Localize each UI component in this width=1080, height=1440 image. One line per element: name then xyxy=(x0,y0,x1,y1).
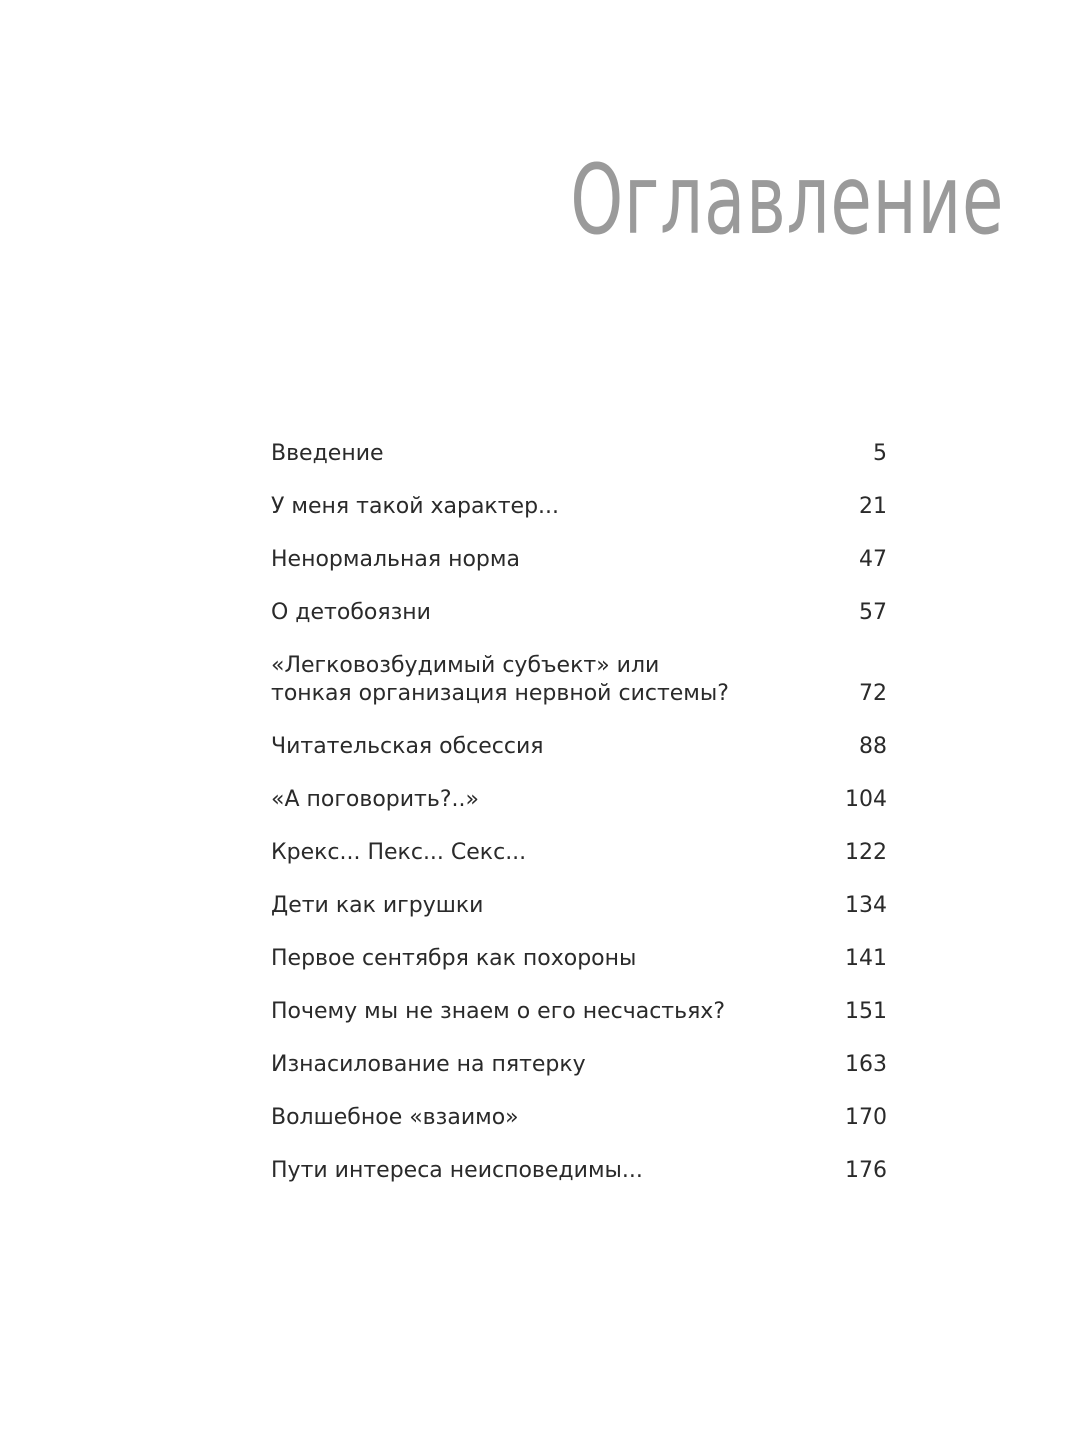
toc-entry-title: Дети как игрушки xyxy=(271,893,484,918)
toc-entry-mutual xyxy=(271,1100,887,1153)
toc-entry-character xyxy=(271,489,887,542)
toc-entry-title: О детобоязни xyxy=(271,600,431,625)
toc-entry-kreks-peks xyxy=(271,835,887,888)
toc-entry-title: Ненормальная норма xyxy=(271,547,520,572)
toc-entry-page: 104 xyxy=(845,787,887,812)
toc-entry-page: 122 xyxy=(845,840,887,865)
toc-entry-page: 72 xyxy=(859,681,887,706)
toc-entry-page: 21 xyxy=(859,494,887,519)
toc-entry-abnormal-norm xyxy=(271,542,887,595)
toc-entry-first-september xyxy=(271,941,887,994)
toc-entry-title: Пути интереса неисповедимы... xyxy=(271,1158,643,1183)
toc-entry-misfortunes xyxy=(271,994,887,1047)
toc-entry-page: 57 xyxy=(859,600,887,625)
toc-entry-reading-obsession xyxy=(271,729,887,782)
toc-entry-introduction xyxy=(271,436,887,489)
toc-entry-page: 151 xyxy=(845,999,887,1024)
toc-entry-page: 170 xyxy=(845,1105,887,1130)
toc-entry-title: У меня такой характер... xyxy=(271,494,560,519)
toc-entry-children-toys xyxy=(271,888,887,941)
toc-entry-title: Почему мы не знаем о его несчастьях? xyxy=(271,999,726,1024)
toc-entry-page: 141 xyxy=(845,946,887,971)
toc-entry-page: 5 xyxy=(873,441,887,466)
toc-entry-page: 88 xyxy=(859,734,887,759)
toc-entry-five-grade xyxy=(271,1047,887,1100)
toc-entry-title: Крекс... Пекс... Секс... xyxy=(271,840,527,865)
toc-entry-title: Введение xyxy=(271,441,384,466)
toc-entry-excitable-subject xyxy=(271,648,887,729)
toc-entry-title: «Легковозбудимый субъект» или тонкая организация нервной системы? xyxy=(271,653,729,706)
table-of-contents xyxy=(271,436,887,1206)
toc-entry-page: 176 xyxy=(845,1158,887,1183)
toc-entry-child-fear xyxy=(271,595,887,648)
page-title: Оглавление xyxy=(570,144,1005,256)
toc-entry-title: «А поговорить?..» xyxy=(271,787,479,812)
toc-entry-page: 163 xyxy=(845,1052,887,1077)
toc-entry-title: Волшебное «взаимо» xyxy=(271,1105,519,1130)
toc-entry-page: 134 xyxy=(845,893,887,918)
toc-entry-title: Первое сентября как похороны xyxy=(271,946,637,971)
toc-entry-title: Читательская обсессия xyxy=(271,734,544,759)
toc-entry-talk xyxy=(271,782,887,835)
toc-entry-title: Изнасилование на пятерку xyxy=(271,1052,586,1077)
toc-entry-page: 47 xyxy=(859,547,887,572)
toc-entry-interest-paths xyxy=(271,1153,887,1206)
